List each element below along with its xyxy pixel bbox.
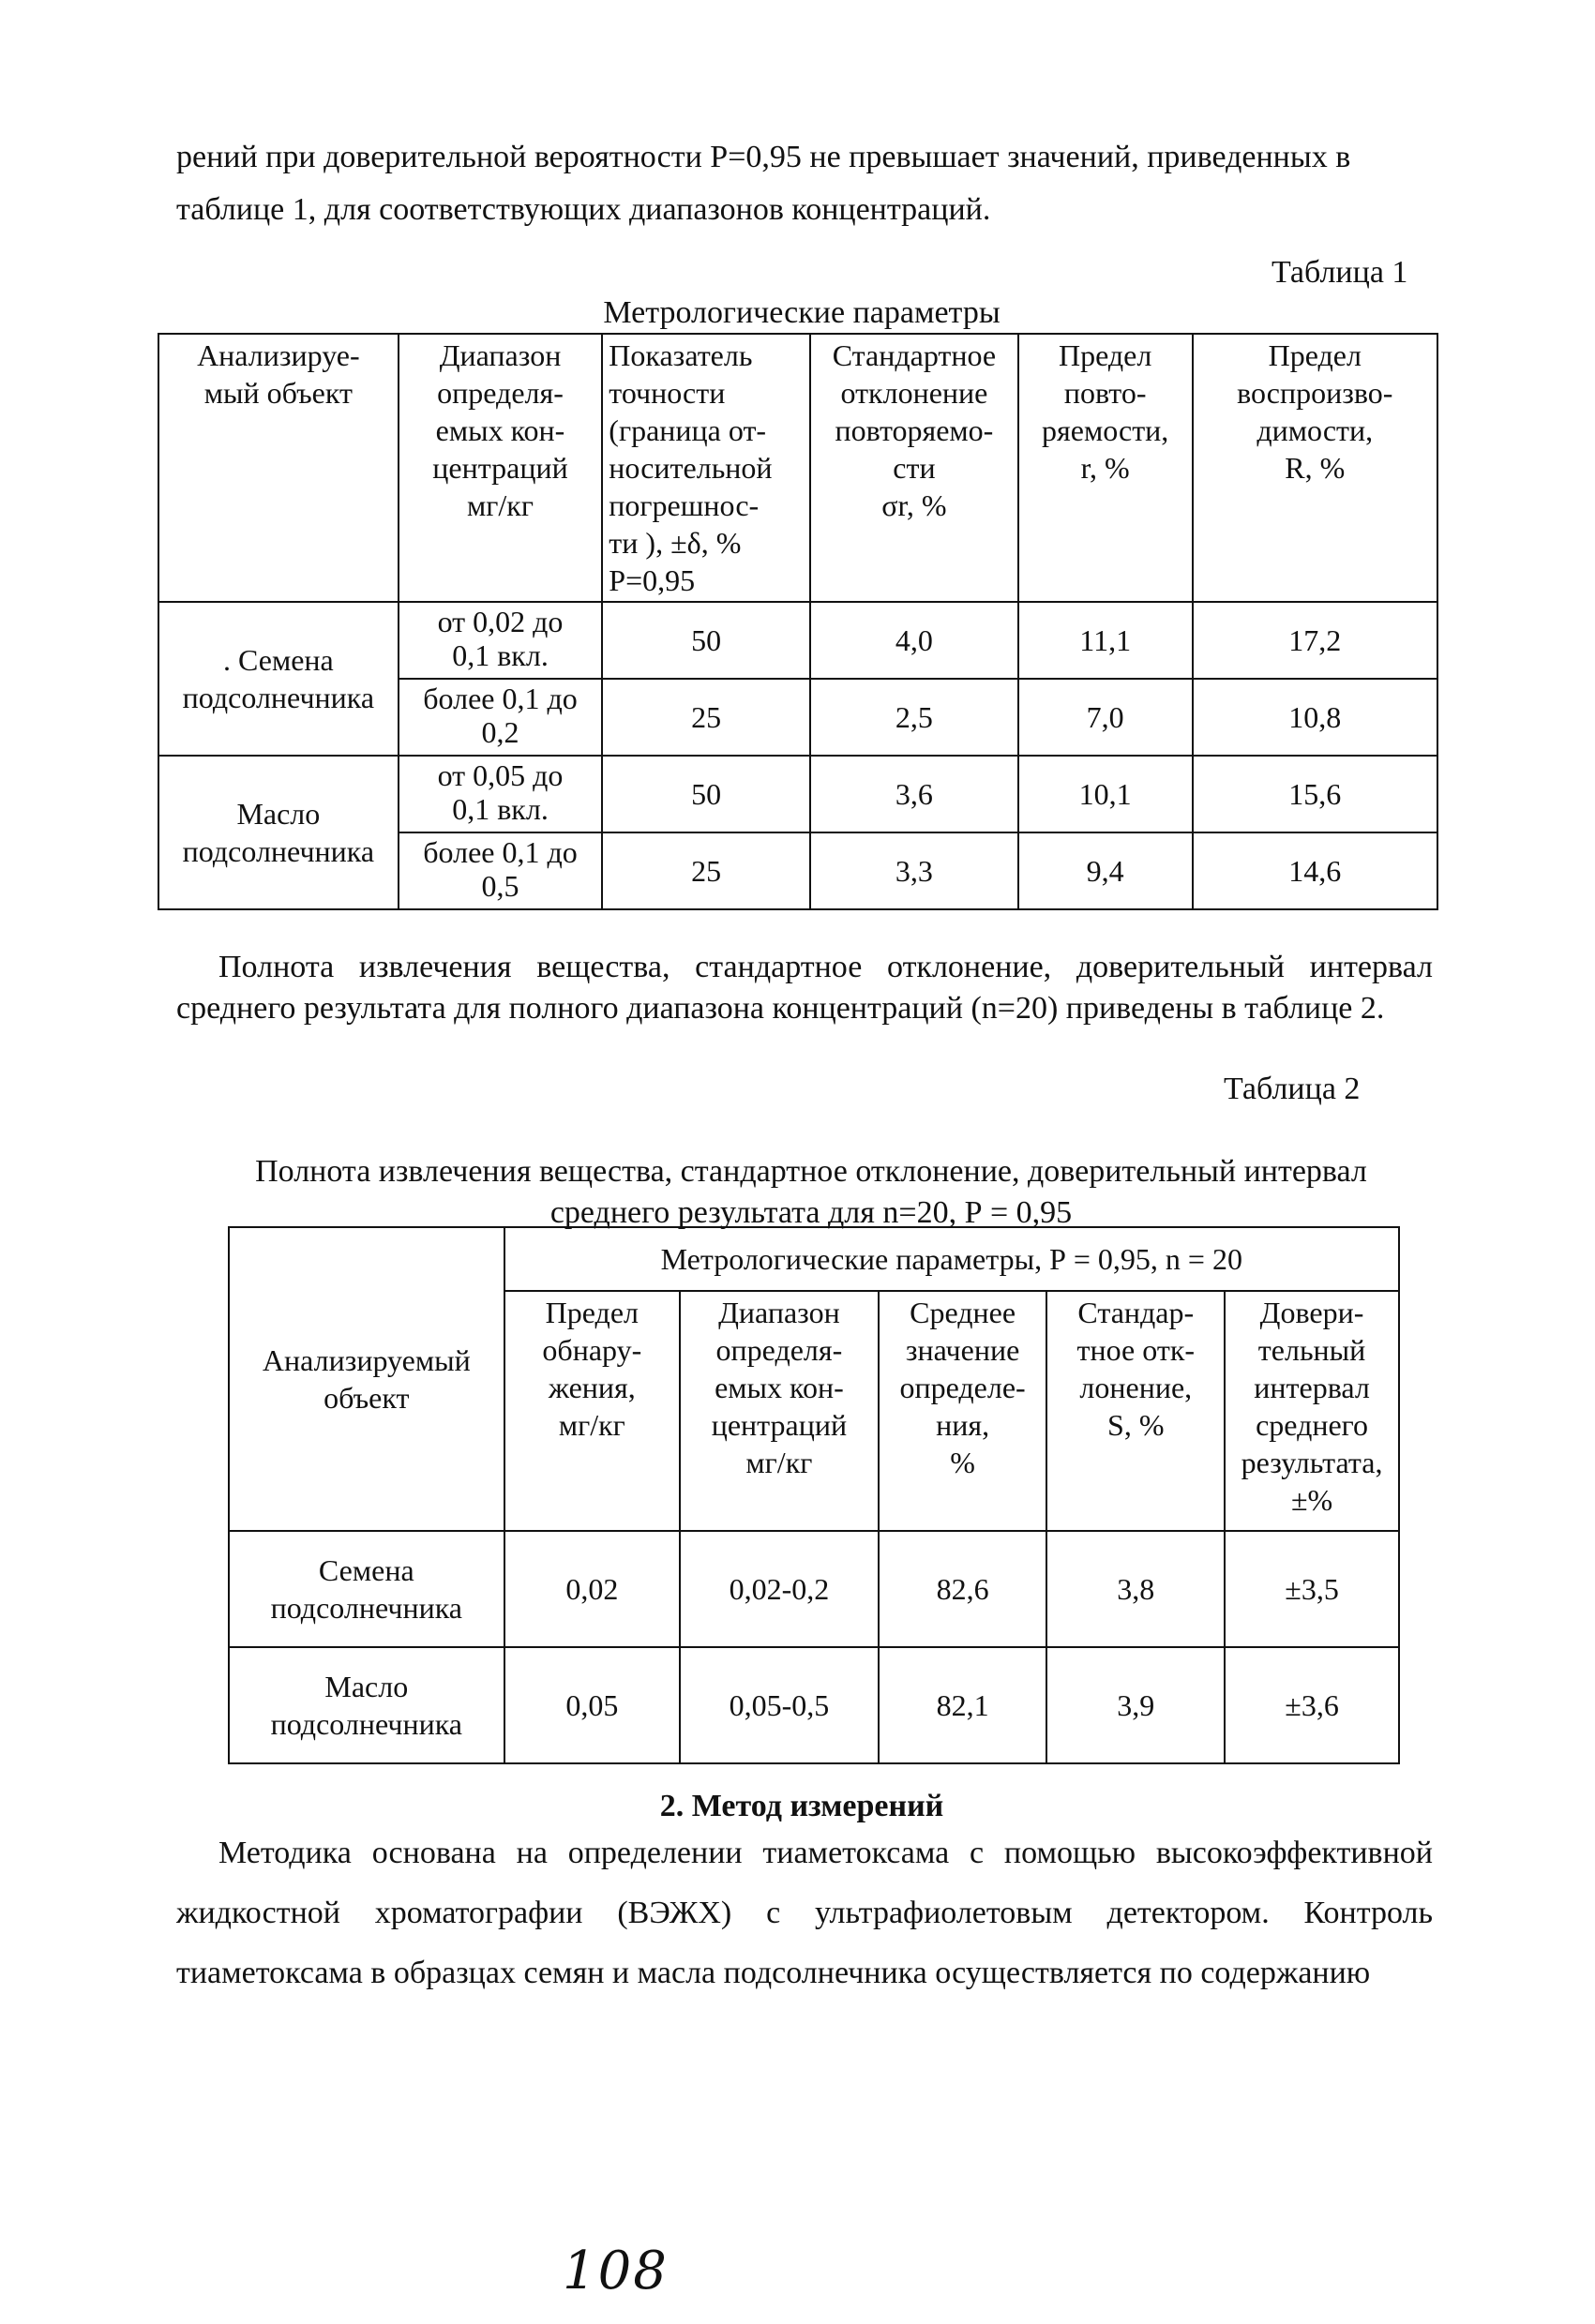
table2-header-row bbox=[229, 1227, 1399, 1291]
hdr-line: Среднее bbox=[910, 1296, 1016, 1329]
reprod-cell: 14,6 bbox=[1193, 832, 1437, 909]
hdr-line: интервал bbox=[1254, 1371, 1370, 1404]
hdr-line: определе- bbox=[899, 1371, 1026, 1404]
table-row bbox=[158, 602, 1437, 679]
hdr-line: ния, bbox=[936, 1408, 990, 1442]
hdr-line: обнару- bbox=[542, 1333, 642, 1367]
hdr-line: Анализируемый bbox=[262, 1343, 471, 1377]
range-line: от 0,05 до bbox=[437, 758, 564, 792]
hdr-line: определя- bbox=[437, 376, 564, 410]
hdr-line: (граница от- bbox=[609, 413, 767, 447]
accuracy-cell: 50 bbox=[602, 756, 810, 832]
range-cell: 0,02-0,2 bbox=[680, 1531, 879, 1647]
hdr-line: Стандартное bbox=[832, 338, 997, 372]
hdr-line: Стандар- bbox=[1077, 1296, 1195, 1329]
hdr-line: мг/кг bbox=[558, 1408, 625, 1442]
range-line: от 0,02 до bbox=[437, 605, 564, 638]
accuracy-cell: 25 bbox=[602, 679, 810, 756]
intro-paragraph bbox=[176, 131, 1433, 236]
table2-caption: Таблица 2 bbox=[1224, 1072, 1361, 1106]
section-title: 2. Метод измерений bbox=[659, 1789, 944, 1823]
hdr-line: лонение, bbox=[1079, 1371, 1193, 1404]
table1-header-cell bbox=[158, 334, 399, 602]
hdr-line: среднего bbox=[1256, 1408, 1368, 1442]
hdr-line: погрешнос- bbox=[609, 488, 760, 522]
hdr-line: Р=0,95 bbox=[609, 563, 696, 597]
range-line: 0,2 bbox=[481, 715, 519, 749]
hdr-line: Довери- bbox=[1259, 1296, 1364, 1329]
table2-header-cell bbox=[1225, 1291, 1399, 1531]
table2-title-line-2: среднего результата для n=20, Р = 0,95 bbox=[549, 1195, 1073, 1230]
range-line: 0,1 вкл. bbox=[452, 638, 549, 672]
hdr-line: точности bbox=[609, 376, 726, 410]
table2-header-cell bbox=[1046, 1291, 1225, 1531]
hdr-line: ±% bbox=[1290, 1483, 1333, 1517]
hdr-line: емых кон- bbox=[435, 413, 565, 447]
hdr-line: Предел bbox=[545, 1296, 639, 1329]
table2-header-cell bbox=[680, 1291, 879, 1531]
hdr-line: r, % bbox=[1080, 451, 1130, 485]
limit-cell: 0,02 bbox=[504, 1531, 681, 1647]
hdr-line: тельный bbox=[1257, 1333, 1366, 1367]
std-cell: 3,6 bbox=[810, 756, 1018, 832]
hdr-line: центраций bbox=[711, 1408, 848, 1442]
table1-caption: Таблица 1 bbox=[1271, 255, 1408, 290]
table1 bbox=[158, 333, 1438, 910]
hdr-line: жения, bbox=[548, 1371, 636, 1404]
repeat-cell: 11,1 bbox=[1018, 602, 1193, 679]
hdr-line: мг/кг bbox=[745, 1446, 813, 1479]
hdr-line: Показатель bbox=[609, 338, 753, 372]
range-line: 0,5 bbox=[481, 869, 519, 903]
range-cell bbox=[399, 832, 603, 909]
table-row bbox=[229, 1647, 1399, 1763]
std-cell: 4,0 bbox=[810, 602, 1018, 679]
object-cell bbox=[229, 1647, 504, 1763]
table1-header-cell bbox=[602, 334, 810, 602]
hdr-line: определя- bbox=[715, 1333, 843, 1367]
table2-header-cell bbox=[504, 1291, 681, 1531]
table2-intro-paragraph: Полнота извлечения вещества, стандартное отклонение, доверительный интервал среднего результата для полного диапазона концентраций (n=20) приведены в таблице 2. bbox=[176, 950, 1433, 1026]
limit-cell: 0,05 bbox=[504, 1647, 681, 1763]
mean-cell: 82,1 bbox=[879, 1647, 1047, 1763]
object-line: подсолнечника bbox=[182, 681, 375, 714]
mean-cell: 82,6 bbox=[879, 1531, 1047, 1647]
object-line: подсолнечника bbox=[270, 1591, 462, 1625]
object-line: подсолнечника bbox=[182, 834, 375, 868]
hdr-line: тное отк- bbox=[1076, 1333, 1196, 1367]
object-line: подсолнечника bbox=[270, 1707, 462, 1741]
table2-group-header: Метрологические параметры, Р = 0,95, n = 20 bbox=[504, 1227, 1399, 1291]
accuracy-cell: 50 bbox=[602, 602, 810, 679]
range-cell bbox=[399, 756, 603, 832]
hdr-line: значение bbox=[905, 1333, 1020, 1367]
hdr-line: носительной bbox=[609, 451, 773, 485]
object-line: Масло bbox=[324, 1670, 409, 1703]
hdr-line: результата, bbox=[1241, 1446, 1383, 1479]
table-row bbox=[158, 756, 1437, 832]
table2 bbox=[228, 1226, 1400, 1764]
repeat-cell: 10,1 bbox=[1018, 756, 1193, 832]
accuracy-cell: 25 bbox=[602, 832, 810, 909]
std-cell: 2,5 bbox=[810, 679, 1018, 756]
intro-line-1: рений при доверительной вероятности Р=0,95 не превышает значений, приведенных в bbox=[176, 140, 1351, 174]
table1-header-cell bbox=[399, 334, 603, 602]
table1-header-cell bbox=[1018, 334, 1193, 602]
range-line: более 0,1 до bbox=[423, 835, 578, 869]
range-cell: 0,05-0,5 bbox=[680, 1647, 879, 1763]
std-cell: 3,8 bbox=[1046, 1531, 1225, 1647]
hdr-line: ти ), ±δ, % bbox=[609, 526, 742, 560]
table1-header-row bbox=[158, 334, 1437, 602]
object-line: Семена bbox=[318, 1553, 414, 1587]
object-cell bbox=[158, 602, 399, 756]
hdr-line: R, % bbox=[1285, 451, 1346, 485]
hdr-line: повторяемо- bbox=[835, 413, 994, 447]
hdr-line: % bbox=[950, 1446, 975, 1479]
range-cell bbox=[399, 679, 603, 756]
reprod-cell: 15,6 bbox=[1193, 756, 1437, 832]
object-line: Масло bbox=[236, 797, 321, 831]
page-number: 108 bbox=[563, 2241, 669, 2302]
range-line: более 0,1 до bbox=[423, 682, 578, 715]
hdr-line: отклонение bbox=[840, 376, 988, 410]
object-cell bbox=[229, 1531, 504, 1647]
table1-header-cell bbox=[810, 334, 1018, 602]
repeat-cell: 9,4 bbox=[1018, 832, 1193, 909]
hdr-line: мый объект bbox=[203, 376, 353, 410]
hdr-line: мг/кг bbox=[467, 488, 534, 522]
repeat-cell: 7,0 bbox=[1018, 679, 1193, 756]
hdr-line: Анализируе- bbox=[197, 338, 360, 372]
interval-cell: ±3,6 bbox=[1225, 1647, 1399, 1763]
object-line: . Семена bbox=[223, 643, 334, 677]
hdr-line: воспроизво- bbox=[1237, 376, 1393, 410]
method-paragraph: Методика основана на определении тиаметоксама с помощью высокоэффективной жидкостной хроматографии (ВЭЖХ) с ультрафиолетовым детектором. Контроль тиаметоксама в образцах семян и масла подсолнечника осуществляется по содержанию bbox=[176, 1836, 1433, 1990]
table2-title bbox=[225, 1151, 1397, 1234]
hdr-line: димости, bbox=[1256, 413, 1374, 447]
range-cell bbox=[399, 602, 603, 679]
hdr-line: сти bbox=[893, 451, 936, 485]
reprod-cell: 10,8 bbox=[1193, 679, 1437, 756]
interval-cell: ±3,5 bbox=[1225, 1531, 1399, 1647]
hdr-line: Предел bbox=[1268, 338, 1362, 372]
hdr-line: Диапазон bbox=[439, 338, 562, 372]
hdr-line: емых кон- bbox=[715, 1371, 844, 1404]
hdr-line: объект bbox=[324, 1381, 410, 1415]
table1-title: Метрологические параметры bbox=[603, 295, 1001, 330]
std-cell: 3,3 bbox=[810, 832, 1018, 909]
hdr-line: центраций bbox=[432, 451, 568, 485]
hdr-line: S, % bbox=[1107, 1408, 1165, 1442]
hdr-line: повто- bbox=[1063, 376, 1147, 410]
object-cell bbox=[158, 756, 399, 909]
std-cell: 3,9 bbox=[1046, 1647, 1225, 1763]
intro-line-2: таблице 1, для соответствующих диапазонов концентраций. bbox=[176, 192, 991, 227]
range-line: 0,1 вкл. bbox=[452, 792, 549, 826]
table2-title-line-1: Полнота извлечения вещества, стандартное отклонение, доверительный интервал bbox=[255, 1154, 1367, 1189]
table2-object-header bbox=[229, 1227, 504, 1531]
hdr-line: Предел bbox=[1058, 338, 1152, 372]
table2-header-cell bbox=[879, 1291, 1047, 1531]
hdr-line: σr, % bbox=[881, 488, 947, 522]
hdr-line: ряемости, bbox=[1042, 413, 1169, 447]
table-row bbox=[229, 1531, 1399, 1647]
reprod-cell: 17,2 bbox=[1193, 602, 1437, 679]
hdr-line: Диапазон bbox=[718, 1296, 840, 1329]
table1-header-cell bbox=[1193, 334, 1437, 602]
